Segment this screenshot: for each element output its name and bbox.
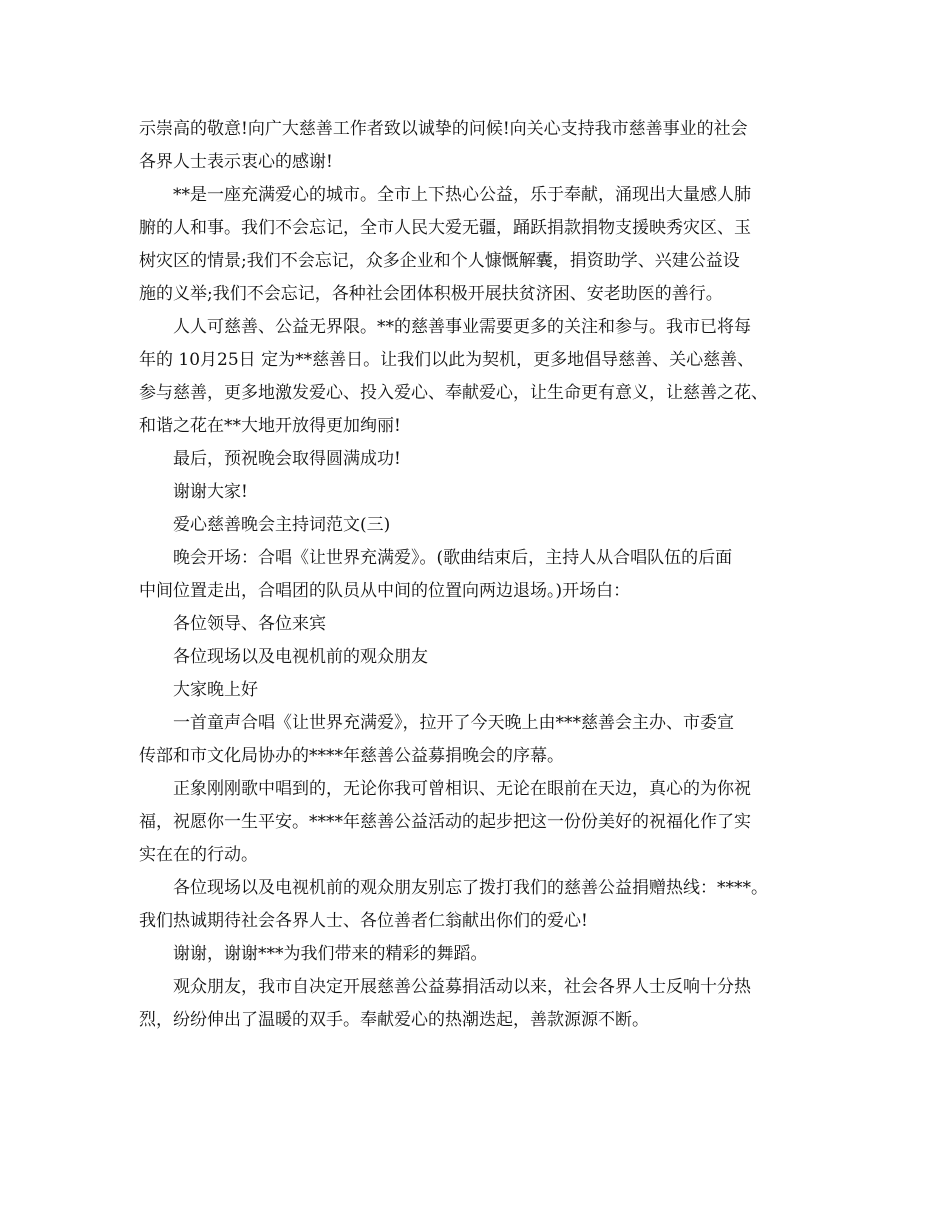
section-heading: 爱心慈善晚会主持词范文(三): [173, 515, 391, 535]
text-line: 正象刚刚歌中唱到的，无论你我可曾相识、无论在眼前在天边，真心的为你祝: [173, 779, 751, 799]
text-line: 各位领导、各位来宾: [173, 614, 326, 634]
text-line: 中间位置走出，合唱团的队员从中间的位置向两边退场。)开场白：: [139, 581, 631, 601]
text-line: 最后，预祝晚会取得圆满成功!: [173, 449, 401, 469]
text-line: 实在在的行动。: [139, 845, 258, 865]
text-line: 谢谢，谢谢***为我们带来的精彩的舞蹈。: [173, 944, 488, 964]
text-line: 晚会开场：合唱《让世界充满爱》。(歌曲结束后，主持人从合唱队伍的后面: [173, 548, 733, 568]
text-line: 腑的人和事。我们不会忘记，全市人民大爱无疆，踊跃捐款捐物支援映秀灾区、玉: [139, 218, 751, 238]
text-line: 施的义举;我们不会忘记，各种社会团体积极开展扶贫济困、安老助医的善行。: [139, 284, 723, 304]
text-line: 各位现场以及电视机前的观众朋友: [173, 647, 428, 667]
text-line: 福，祝愿你一生平安。****年慈善公益活动的起步把这一份份美好的祝福化作了实: [139, 812, 751, 832]
text-line: 和谐之花在**大地开放得更加绚丽!: [139, 416, 401, 436]
text-line: **是一座充满爱心的城市。全市上下热心公益，乐于奉献，涌现出大量感人肺: [173, 185, 751, 205]
text-line: 谢谢大家!: [173, 482, 248, 502]
text-line: 年的 10月25日 定为**慈善日。让我们以此为契机，更多地倡导慈善、关心慈善、: [139, 350, 755, 370]
text-line: 示崇高的敬意!向广大慈善工作者致以诚挚的问候!向关心支持我市慈善事业的社会: [139, 119, 748, 139]
text-line: 我们热诚期待社会各界人士、各位善者仁翁献出你们的爱心!: [139, 911, 588, 931]
text-line: 观众朋友，我市自决定开展慈善公益募捐活动以来，社会各界人士反响十分热: [173, 977, 751, 997]
text-line: 人人可慈善、公益无界限。**的慈善事业需要更多的关注和参与。我市已将每: [173, 317, 751, 337]
text-line: 参与慈善，更多地激发爱心、投入爱心、奉献爱心，让生命更有意义，让慈善之花、: [139, 383, 768, 403]
text-line: 各界人士表示衷心的感谢!: [139, 152, 333, 172]
text-line: 大家晚上好: [173, 680, 258, 700]
document-body: [139, 113, 829, 1037]
text-line: 一首童声合唱《让世界充满爱》，拉开了今天晚上由***慈善会主办、市委宣: [173, 713, 734, 733]
text-line: 烈，纷纷伸出了温暖的双手。奉献爱心的热潮迭起，善款源源不断。: [139, 1010, 649, 1030]
text-line: 各位现场以及电视机前的观众朋友别忘了拨打我们的慈善公益捐赠热线：****。: [173, 878, 768, 898]
text-line: 传部和市文化局协办的****年慈善公益募捐晚会的序幕。: [139, 746, 564, 766]
text-line: 树灾区的情景;我们不会忘记，众多企业和个人慷慨解囊，捐资助学、兴建公益设: [139, 251, 740, 271]
